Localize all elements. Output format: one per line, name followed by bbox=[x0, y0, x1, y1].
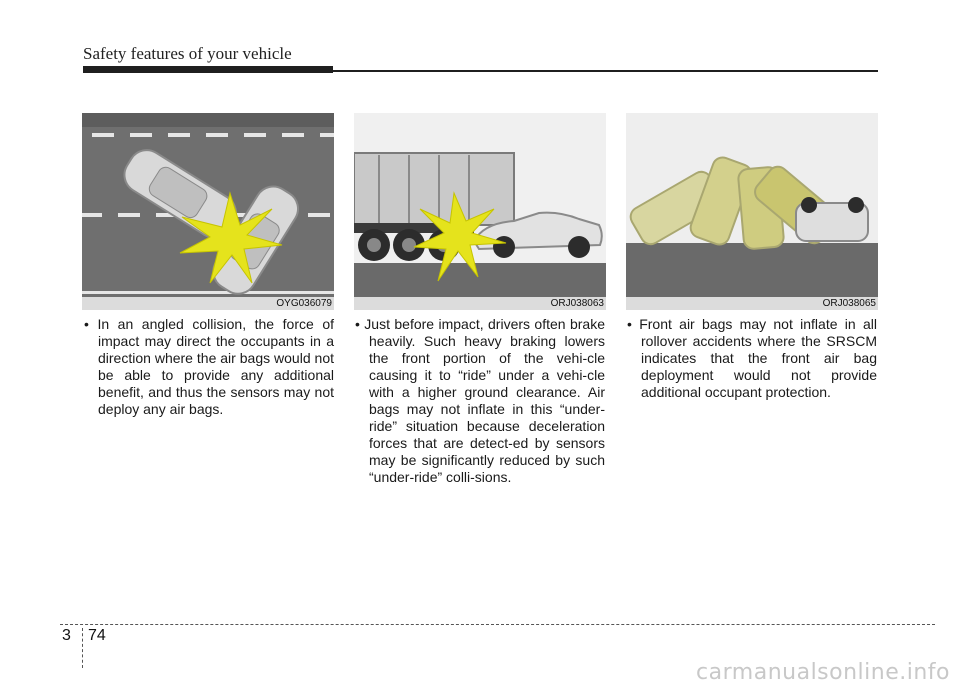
footer-rule bbox=[60, 624, 935, 625]
bullet-angled-collision: • In an angled collision, the force of impact may direct the occupants in a direction where the air bags would not be able to provide any additional benefit, and thus the sensors may not deploy any air bags. bbox=[84, 316, 334, 417]
figure-code: ORJ038063 bbox=[550, 298, 604, 309]
figure-code: OYG036079 bbox=[276, 298, 332, 309]
footer-divider bbox=[82, 628, 83, 668]
chapter-number: 3 bbox=[62, 627, 71, 644]
page-header-title: Safety features of your vehicle bbox=[83, 44, 292, 63]
under-ride-illustration bbox=[354, 113, 606, 310]
watermark: carmanualsonline.info bbox=[696, 660, 950, 685]
page-number: 74 bbox=[88, 627, 106, 644]
angled-collision-illustration bbox=[82, 113, 334, 310]
figure-rollover bbox=[626, 113, 878, 310]
figure-angled-collision bbox=[82, 113, 334, 310]
bullet-rollover: • Front air bags may not inflate in all rollover accidents where the SRSCM indicates that the front air bag deployment would not provide additional occupant protection. bbox=[627, 316, 877, 400]
figure-under-ride bbox=[354, 113, 606, 310]
bullet-under-ride: • Just before impact, drivers often brake heavily. Such heavy braking lowers the front portion of the vehi-cle causing it to “ride” under a vehi-cle with a higher ground clearance. Air bags may not inflate in this “under-ride” situation because deceleration forces that are detect-ed by sensors may be significantly reduced by such “under-ride” colli-sions. bbox=[355, 316, 605, 485]
header-rule-thick bbox=[83, 66, 333, 73]
figure-code: ORJ038065 bbox=[822, 298, 876, 309]
rollover-illustration bbox=[626, 113, 878, 310]
header-rule-thin bbox=[333, 70, 878, 72]
